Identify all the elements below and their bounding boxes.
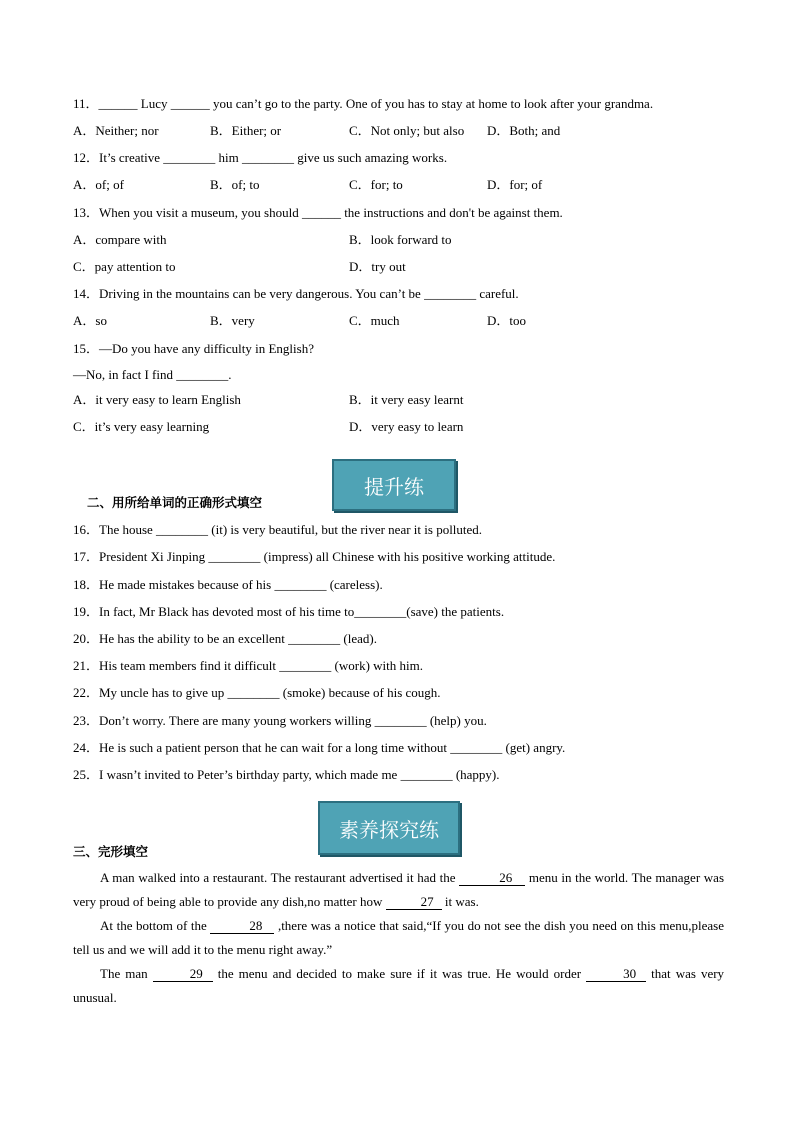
section-title-cloze: 三、完形填空 [73, 844, 149, 859]
cloze-paragraph-2 [73, 914, 724, 962]
option-d: D．for; of [487, 177, 543, 192]
word-form-item: 25．I wasn’t invited to Peter’s birthday party, which made me ________ (happy). [73, 767, 500, 782]
cloze-text: that was very unusual. [73, 966, 725, 1005]
cloze-paragraph-3 [73, 962, 724, 1010]
question-number: 14． [73, 286, 100, 301]
option-b: B．very [210, 313, 255, 328]
option-a: A．Neither; nor [73, 123, 159, 138]
section-banner-improve: 提升练 [332, 459, 456, 511]
word-form-item: 16．The house ________ (it) is very beautiful, but the river near it is polluted. [73, 522, 483, 537]
cloze-text: ,there was a notice that said,“If you do not see the dish you need on this menu,please tell us and we will add it to the menu right away.” [73, 918, 725, 957]
option-c: C．pay attention to [73, 259, 176, 274]
option-d: D．Both; and [487, 123, 561, 138]
option-a: A．so [73, 313, 107, 328]
option-b: B．look forward to [349, 232, 452, 247]
word-form-item: 17．President Xi Jinping ________ (impress) all Chinese with his positive working attitude. [73, 549, 556, 564]
option-c: C．much [349, 313, 400, 328]
section-title-word-forms: 二、用所给单词的正确形式填空 [87, 495, 263, 510]
question-text [73, 205, 563, 221]
question-stem: It’s creative ________ him ________ give us such amazing works. [99, 150, 448, 165]
question-stem: —Do you have any difficulty in English? [99, 341, 314, 356]
cloze-text: menu in the world. The manager was very proud of being able to provide any dish,no matter how [73, 870, 725, 909]
cloze-blank-29[interactable]: 29 [153, 967, 213, 982]
option-d: D．too [487, 313, 527, 328]
word-form-item: 20．He has the ability to be an excellent ________ (lead). [73, 631, 377, 646]
question-stem: Driving in the mountains can be very dangerous. You can’t be ________ careful. [99, 286, 519, 301]
word-form-item: 18．He made mistakes because of his ________ (careless). [73, 577, 383, 592]
question-stem: ______ Lucy ______ you can’t go to the party. One of you has to stay at home to look after your grandma. [98, 96, 654, 111]
question-text [73, 96, 653, 112]
cloze-text: it was. [444, 894, 479, 909]
question-number: 12． [73, 150, 100, 165]
cloze-text: A man walked into a restaurant. The restaurant advertised it had the [100, 870, 456, 885]
option-c: C．it’s very easy learning [73, 419, 210, 434]
option-b: B．Either; or [210, 123, 282, 138]
cloze-blank-28[interactable]: 28 [210, 919, 274, 934]
question-text [73, 341, 314, 357]
question-stem: When you visit a museum, you should ______ the instructions and don't be against them. [99, 205, 563, 220]
cloze-text: the menu and decided to make sure if it was true. He would order [217, 966, 582, 981]
word-form-item: 19．In fact, Mr Black has devoted most of his time to________(save) the patients. [73, 604, 505, 619]
question-answer-line: —No, in fact I find ________. [73, 367, 232, 382]
cloze-blank-27[interactable]: 27 [386, 895, 442, 910]
cloze-text: The man [100, 966, 148, 981]
option-a: A．it very easy to learn English [73, 392, 241, 407]
word-form-item: 22．My uncle has to give up ________ (smoke) because of his cough. [73, 685, 441, 700]
question-number: 15． [73, 341, 100, 356]
option-c: C．for; to [349, 177, 403, 192]
question-text [73, 286, 519, 302]
section-banner-literacy: 素养探究练 [318, 801, 460, 855]
option-b: B．of; to [210, 177, 260, 192]
option-c: C．Not only; but also [349, 123, 465, 138]
question-number: 11． [73, 96, 99, 111]
option-b: B．it very easy learnt [349, 392, 464, 407]
question-number: 13． [73, 205, 100, 220]
question-text [73, 150, 447, 166]
word-form-item: 21．His team members find it difficult ________ (work) with him. [73, 658, 423, 673]
option-d: D．try out [349, 259, 406, 274]
cloze-paragraph-1 [73, 866, 724, 914]
cloze-text: At the bottom of the [100, 918, 207, 933]
option-d: D．very easy to learn [349, 419, 464, 434]
cloze-blank-30[interactable]: 30 [586, 967, 646, 982]
word-form-item: 23．Don’t worry. There are many young workers willing ________ (help) you. [73, 713, 487, 728]
word-form-item: 24．He is such a patient person that he can wait for a long time without ________ (get) angry. [73, 740, 566, 755]
option-a: A．of; of [73, 177, 124, 192]
option-a: A．compare with [73, 232, 167, 247]
cloze-blank-26[interactable]: 26 [459, 871, 525, 886]
